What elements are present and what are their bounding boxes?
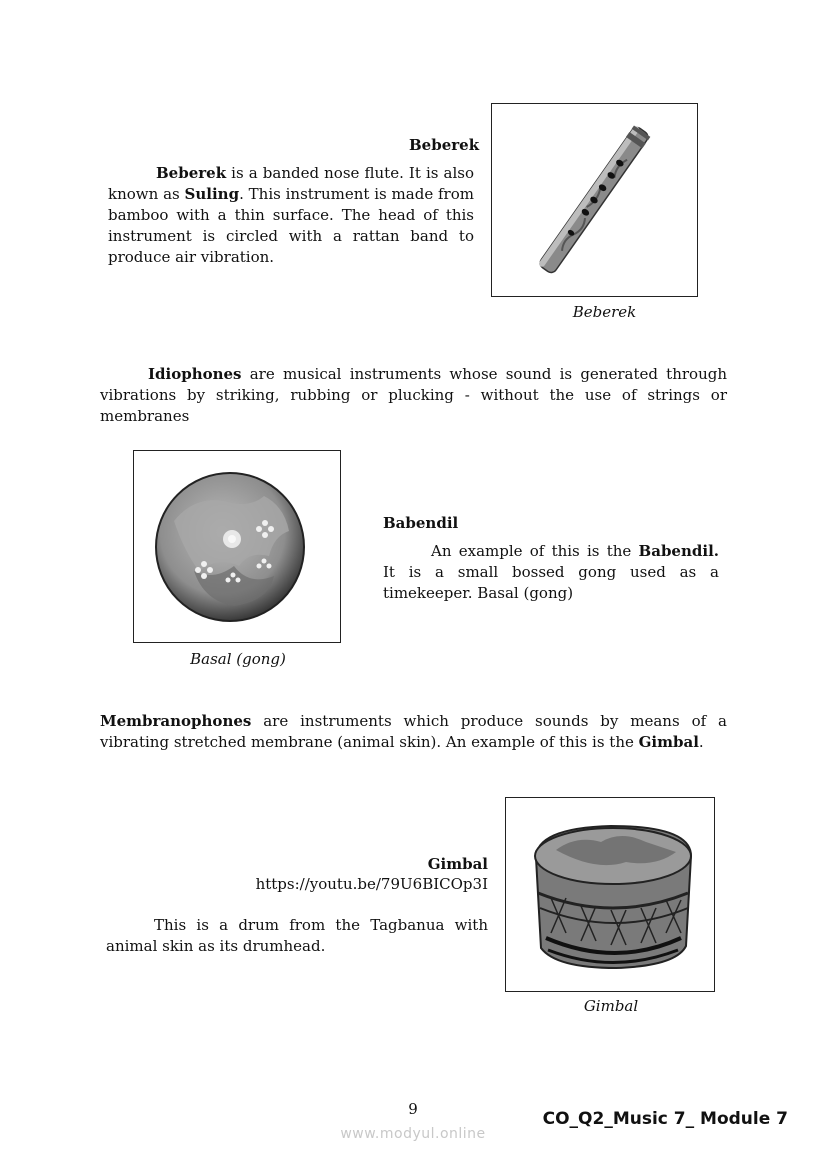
basal-gong-caption: Basal (gong) xyxy=(190,650,286,668)
gimbal-image-frame xyxy=(505,797,715,992)
membranophones-end: . xyxy=(698,733,704,751)
babendil-term: Babendil. xyxy=(638,542,719,560)
beberek-image-frame xyxy=(491,103,698,297)
watermark: www.modyul.online xyxy=(340,1126,486,1142)
gimbal-heading: Gimbal xyxy=(427,855,488,873)
gimbal-paragraph xyxy=(106,915,488,957)
membranophones-term: Membranophones xyxy=(100,712,252,730)
gong-icon xyxy=(134,451,339,641)
gimbal-caption: Gimbal xyxy=(583,997,639,1015)
gimbal-text: This is a drum from the Tagbanua with animal skin as its drumhead. xyxy=(106,916,488,955)
gimbal-term: Gimbal xyxy=(638,733,699,751)
membranophones-paragraph xyxy=(100,711,727,753)
basal-gong-image-frame xyxy=(133,450,341,643)
gimbal-link[interactable]: https://youtu.be/79U6BICOp3I xyxy=(255,875,488,893)
beberek-term: Beberek xyxy=(156,164,227,182)
beberek-text-2: . This instrument is made from bamboo with a thin surface. The head of this instrument is circled with a rattan band to produce air vibration. xyxy=(108,185,474,266)
idiophones-paragraph xyxy=(100,364,727,427)
beberek-heading: Beberek xyxy=(409,136,480,154)
babendil-paragraph xyxy=(383,541,719,604)
beberek-paragraph xyxy=(108,163,474,268)
membranophones-text: are instruments which produce sounds by means of a vibrating stretched membrane (animal skin). An example of this is the xyxy=(100,712,727,751)
drum-icon xyxy=(506,798,713,990)
idiophones-term: Idiophones xyxy=(148,365,242,383)
page-number: 9 xyxy=(408,1100,418,1118)
module-code: CO_Q2_Music 7_ Module 7 xyxy=(542,1109,788,1129)
suling-term: Suling xyxy=(184,185,240,203)
babendil-text-2: It is a small bossed gong used as a timekeeper. Basal (gong) xyxy=(383,563,719,602)
babendil-heading: Babendil xyxy=(383,514,459,532)
idiophones-text: are musical instruments whose sound is generated through vibrations by striking, rubbing or plucking - without the use of strings or membranes xyxy=(100,365,727,425)
beberek-text-1: is a banded nose flute. It is also known as xyxy=(108,164,474,203)
babendil-text-1: An example of this is the xyxy=(431,542,639,560)
beberek-flute-icon xyxy=(492,104,696,295)
beberek-caption: Beberek xyxy=(572,303,637,321)
